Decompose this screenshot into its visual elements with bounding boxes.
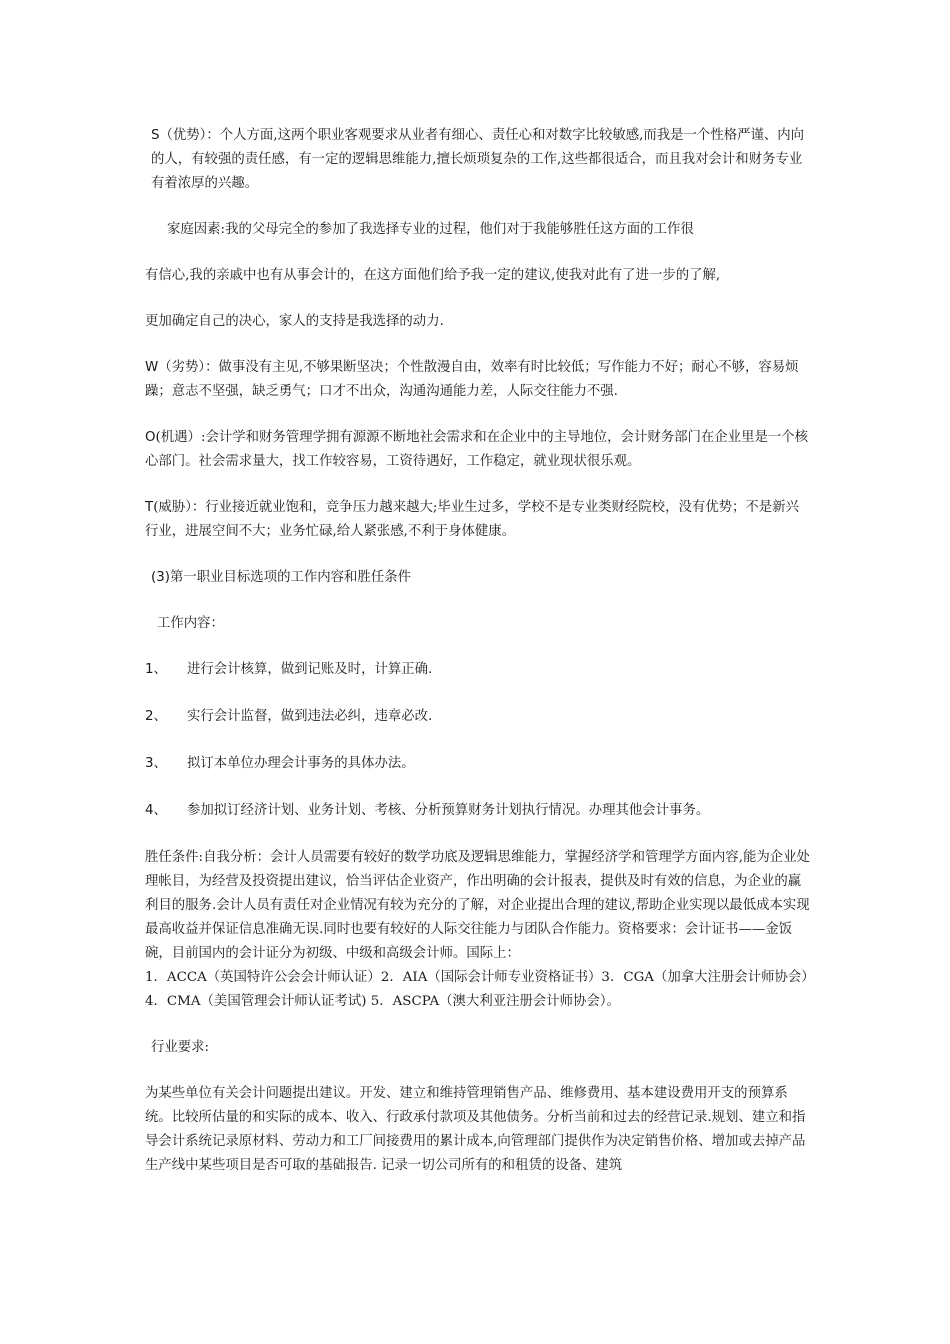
list-item-text: 实行会计监督，做到违法必纠，违章必改.: [187, 709, 433, 724]
list-item: [145, 752, 810, 776]
list-item: [145, 705, 810, 729]
strengths-paragraph: [145, 124, 810, 196]
family-factor-line-3: 更加确定自己的决心，家人的支持是我选择的动力.: [145, 314, 444, 329]
list-item: [145, 658, 810, 682]
list-item-number: 3、: [145, 756, 167, 771]
list-item-text: 拟订本单位办理会计事务的具体办法。: [187, 756, 415, 771]
opportunities-paragraph: [145, 426, 810, 474]
list-item-number: 4、: [145, 803, 167, 818]
weaknesses-label: W: [145, 360, 159, 375]
section-3-title: 第一职业目标选项的工作内容和胜任条件: [169, 570, 411, 585]
threats-text: (威胁）：行业接近就业饱和，竞争压力越来越大;毕业生过多，学校不是专业类财经院校，没有优势；不是新兴行业，进展空间不大；业务忙碌,给人紧张感,不利于身体健康。: [145, 500, 799, 539]
list-item-text: 参加拟订经济计划、业务计划、考核、分析预算财务计划执行情况。办理其他会计事务。: [187, 803, 710, 818]
threats-paragraph: [145, 496, 810, 544]
list-item-text: 进行会计核算，做到记账及时，计算正确.: [187, 662, 433, 677]
opportunities-text: (机遇）:会计学和财务管理学拥有源源不断地社会需求和在企业中的主导地位，会计财务部门在企业里是一个核心部门。社会需求量大，找工作较容易，工资待遇好，工作稳定，就业现状很乐观。: [145, 430, 809, 469]
opportunities-label: O: [145, 430, 156, 445]
strengths-text: （优势）：个人方面,这两个职业客观要求从业者有细心、责任心和对数字比较敏感,而我是一个性格严谨、内向的人，有较强的责任感，有一定的逻辑思维能力,擅长烦琐复杂的工作,这些都很适合，而且我对会计和财务专业有着浓厚的兴趣。: [151, 128, 805, 191]
competency-paragraph: 胜任条件:自我分析：会计人员需要有较好的数学功底及逻辑思维能力，掌握经济学和管理学方面内容,能为企业处理帐目，为经营及投资提出建议，恰当评估企业资产，作出明确的会计报表，提供及时有效的信息，为企业的赢利目的服务.会计人员有责任对企业情况有较为充分的了解，对企业提出合理的建议,帮助企业实现以最低成本实现最高收益并保证信息准确无误.同时也要有较好的人际交往能力与团队合作能力。资格要求：会计证书——金饭碗，目前国内的会计证分为初级、中级和高级会计师。国际上：: [145, 850, 810, 961]
document-page: [145, 124, 810, 1200]
industry-requirements-label: 行业要求:: [151, 1040, 210, 1055]
weaknesses-text: （劣势）：做事没有主见,不够果断坚决；个性散漫自由，效率有时比较低；写作能力不好；耐心不够，容易烦躁；意志不坚强，缺乏勇气；口才不出众，沟通沟通能力差，人际交往能力不强.: [145, 360, 799, 399]
certifications-paragraph: 1．ACCA（英国特许公会会计师认证）2．AIA（国际会计师专业资格证书）3．CGA（加拿大注册会计师协会）4．CMA（美国管理会计师认证考试) 5．ASCPA（澳大利亚注册会计师协会）。: [145, 970, 808, 1009]
list-item: [145, 799, 810, 823]
section-3-number: (3): [151, 570, 170, 585]
list-item-number: 1、: [145, 662, 167, 677]
industry-requirements-text: 为某些单位有关会计问题提出建议。开发、建立和维持管理销售产品、维修费用、基本建设费用开支的预算系统。比较所估量的和实际的成本、收入、行政承付款项及其他债务。分析当前和过去的经营记录.规划、建立和指导会计系统记录原材料、劳动力和工厂间接费用的累计成本,向管理部门提供作为决定销售价格、增加或去掉产品生产线中某些项目是否可取的基础报告. 记录一切公司所有的和租赁的设备、建筑: [145, 1086, 806, 1173]
threats-label: T: [145, 500, 154, 515]
weaknesses-paragraph: [145, 356, 810, 404]
work-content-label: 工作内容：: [157, 616, 224, 631]
strengths-label: S: [151, 128, 160, 143]
section-3-heading: [145, 566, 810, 590]
list-item-number: 2、: [145, 709, 167, 724]
family-factor-line-2: 有信心,我的亲戚中也有从事会计的，在这方面他们给予我一定的建议,使我对此有了进一步的了解,: [145, 268, 721, 283]
family-factor-line-1: 家庭因素:我的父母完全的参加了我选择专业的过程，他们对于我能够胜任这方面的工作很: [167, 222, 694, 237]
